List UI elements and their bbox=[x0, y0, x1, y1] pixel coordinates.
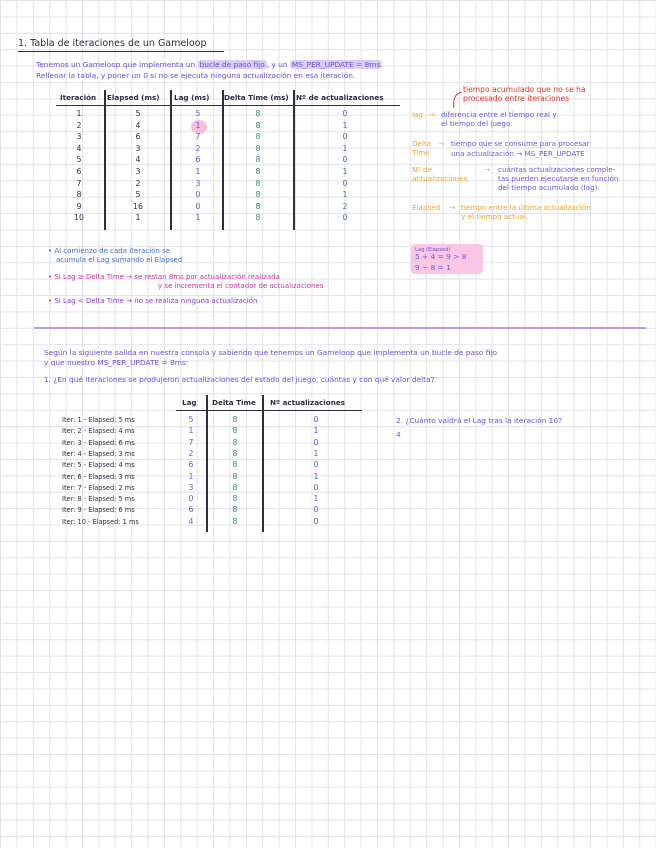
column-divider bbox=[104, 90, 106, 230]
table-cell: 8 bbox=[255, 109, 261, 118]
table-cell: 1 bbox=[195, 120, 201, 130]
table-cell: 2 bbox=[342, 201, 348, 211]
table-cell: 4 bbox=[135, 155, 141, 165]
table-cell: 0 bbox=[313, 415, 319, 424]
table-cell: 4 bbox=[135, 120, 141, 130]
table-cell: 8 bbox=[232, 494, 238, 504]
table-cell: 8 bbox=[232, 482, 238, 492]
table-cell: 5 bbox=[135, 190, 141, 200]
table-cell: 5 bbox=[188, 415, 194, 424]
table-cell: 0 bbox=[313, 437, 319, 447]
intro-line-2: Rellenar la tabla, y poner un 0 si no se ejecuta ninguna actualización en esa iteración. bbox=[36, 71, 356, 80]
console-line: Iter: 4 - Elapsed: 3 ms bbox=[62, 449, 135, 458]
table-cell: 8 bbox=[255, 201, 261, 211]
table-cell: 3 bbox=[195, 178, 201, 188]
table-cell: 8 bbox=[255, 143, 261, 153]
num-def-3: del tiempo acumulado (lag). bbox=[498, 183, 600, 192]
highlight-fixed-step: bucle de paso fijo bbox=[199, 60, 265, 69]
table-cell: 0 bbox=[313, 482, 319, 492]
table-cell: 1 bbox=[342, 167, 348, 176]
table-cell: 1 bbox=[76, 109, 82, 118]
question-1: 1. ¿En qué iteraciones se produjeron actualizaciones del estado del juego, cuántas y con qué valor delta? bbox=[44, 375, 435, 384]
table-cell: 8 bbox=[255, 132, 261, 142]
table-cell: 8 bbox=[255, 167, 261, 176]
table-cell: 8 bbox=[76, 190, 82, 200]
intro-line-1 bbox=[36, 60, 382, 69]
table-cell: 6 bbox=[188, 505, 194, 515]
table-cell: 0 bbox=[195, 190, 201, 200]
lag-def-2: el tiempo del juego. bbox=[441, 119, 513, 128]
table-cell: 5 bbox=[135, 109, 141, 118]
table-cell: 0 bbox=[313, 516, 319, 526]
table-cell: 10 bbox=[74, 213, 84, 223]
table-cell: 4 bbox=[188, 516, 194, 526]
delta-term-1: Delta bbox=[412, 139, 432, 148]
column-divider bbox=[206, 395, 208, 532]
num-def-2: tas pueden ejecutarse en función bbox=[498, 174, 619, 183]
curved-arrow-icon bbox=[450, 90, 464, 110]
table-cell: 1 bbox=[195, 213, 201, 223]
bullet-1-line-1: • Al comienzo de cada iteración se bbox=[48, 247, 171, 255]
console-line: Iter: 7 - Elapsed: 2 ms bbox=[62, 483, 135, 492]
page-title: 1. Tabla de iteraciones de un Gameloop bbox=[18, 38, 207, 49]
highlight-ms-per-update: MS_PER_UPDATE = 8ms bbox=[291, 60, 381, 69]
column-divider bbox=[293, 90, 295, 230]
table-cell: 8 bbox=[232, 426, 238, 436]
delta-def-1: tiempo que se consume para procesar bbox=[451, 139, 590, 148]
table-header: Lag bbox=[182, 398, 197, 407]
num-term-2: actualizaciones bbox=[412, 174, 468, 183]
arrow-icon: → bbox=[449, 203, 456, 212]
table-cell: 0 bbox=[195, 201, 201, 211]
table-cell: 7 bbox=[195, 132, 201, 142]
table-cell: 6 bbox=[76, 167, 82, 176]
calc-line-2: 9 − 8 = 1 bbox=[415, 263, 451, 272]
table-cell: 0 bbox=[342, 155, 348, 165]
table-cell: 1 bbox=[342, 143, 348, 153]
table-header: Elapsed (ms) bbox=[107, 93, 160, 102]
table-cell: 1 bbox=[188, 471, 194, 481]
table-cell: 8 bbox=[232, 448, 238, 458]
question-2-answer: 4 bbox=[396, 430, 401, 439]
table-cell: 1 bbox=[342, 190, 348, 200]
table-cell: 5 bbox=[195, 109, 201, 118]
table-cell: 0 bbox=[342, 178, 348, 188]
bullet-3: • Si Lag < Delta Time → no se realiza ninguna actualización bbox=[48, 297, 258, 305]
table-cell: 0 bbox=[313, 505, 319, 515]
table-cell: 0 bbox=[342, 109, 348, 118]
table-cell: 1 bbox=[313, 471, 319, 481]
delta-def-2: una actualización → MS_PER_UPDATE bbox=[451, 149, 585, 158]
header-underline bbox=[56, 105, 400, 106]
table-cell: 0 bbox=[313, 460, 319, 470]
red-note-line-2: procesado entre iteraciones bbox=[463, 94, 570, 103]
question-2: 2. ¿Cuánto valdrá el Lag tras la iteración 10? bbox=[396, 416, 563, 425]
title-underline bbox=[18, 51, 224, 52]
table-cell: 2 bbox=[195, 143, 201, 153]
table-cell: 8 bbox=[232, 415, 238, 424]
intro-text-b: , y un bbox=[266, 60, 290, 69]
lag-def-1: diferencia entre el tiempo real y bbox=[441, 110, 557, 119]
table-header: Iteración bbox=[60, 93, 97, 102]
table-cell: 8 bbox=[232, 460, 238, 470]
table-header: Nº de actualizaciones bbox=[296, 93, 384, 102]
table-cell: 4 bbox=[76, 143, 82, 153]
table-cell: 8 bbox=[255, 190, 261, 200]
table-header: Lag (ms) bbox=[174, 93, 210, 102]
bullet-2-line-2: y se incrementa el contador de actualizaciones bbox=[158, 282, 324, 290]
arrow-icon: → bbox=[429, 110, 436, 119]
console-line: Iter: 1 - Elapsed: 5 ms bbox=[62, 416, 135, 424]
bullet-2-line-1: • Si Lag ≥ Delta Time → se restan 8ms por actualización realizada bbox=[48, 273, 280, 281]
table-cell: 3 bbox=[188, 482, 194, 492]
table-cell: 8 bbox=[255, 155, 261, 165]
delta-term-2: Time bbox=[412, 148, 430, 157]
table-cell: 6 bbox=[195, 155, 201, 165]
num-def-1: cuántas actualizaciones comple- bbox=[498, 165, 616, 174]
table-cell: 1 bbox=[313, 426, 319, 436]
table-header: Nº actualizaciones bbox=[270, 398, 345, 407]
console-line: Iter: 10 - Elapsed: 1 ms bbox=[62, 517, 139, 526]
table-cell: 1 bbox=[313, 494, 319, 504]
section-divider bbox=[34, 327, 646, 329]
table-cell: 0 bbox=[342, 213, 348, 223]
calc-line-1: 5 + 4 = 9 > 8 bbox=[415, 252, 467, 261]
table-cell: 2 bbox=[135, 178, 141, 188]
table-cell: 9 bbox=[76, 201, 82, 211]
calc-header: Lag (Elapsed) bbox=[415, 247, 451, 253]
table-cell: 1 bbox=[342, 120, 348, 130]
table-cell: 7 bbox=[76, 178, 82, 188]
table-cell: 6 bbox=[135, 132, 141, 142]
intro-text-a: Tenemos un Gameloop que implementa un bbox=[36, 60, 198, 69]
bullet-1-line-2: acumula el Lag sumando el Elapsed bbox=[56, 256, 183, 264]
red-note-line-1: tiempo acumulado que no se ha bbox=[463, 85, 586, 94]
console-line: Iter: 3 - Elapsed: 6 ms bbox=[62, 438, 135, 447]
console-line: Iter: 2 - Elapsed: 4 ms bbox=[62, 427, 135, 436]
table-cell: 0 bbox=[188, 494, 194, 504]
section2-intro-2: y que nuestro MS_PER_UPDATE = 8ms: bbox=[44, 358, 189, 367]
console-line: Iter: 5 - Elapsed: 4 ms bbox=[62, 461, 135, 470]
table-cell: 2 bbox=[76, 120, 82, 130]
column-divider bbox=[170, 90, 172, 230]
table-cell: 3 bbox=[76, 132, 82, 142]
column-divider bbox=[222, 90, 224, 230]
table-cell: 16 bbox=[133, 201, 143, 211]
table-cell: 5 bbox=[76, 155, 82, 165]
header-underline bbox=[176, 410, 362, 411]
num-term-1: Nº de bbox=[412, 165, 433, 174]
arrow-icon: → bbox=[438, 139, 445, 148]
elapsed-def-1: tiempo entre la última actualización bbox=[461, 203, 591, 212]
table-cell: 7 bbox=[188, 437, 194, 447]
table-cell: 1 bbox=[195, 167, 201, 176]
console-line: Iter: 9 - Elapsed: 6 ms bbox=[62, 506, 135, 515]
column-divider bbox=[262, 395, 264, 532]
table-cell: 2 bbox=[188, 448, 194, 458]
table-cell: 3 bbox=[135, 143, 141, 153]
table-cell: 8 bbox=[232, 471, 238, 481]
console-line: Iter: 8 - Elapsed: 5 ms bbox=[62, 495, 135, 504]
table-header: Delta Time bbox=[212, 398, 256, 407]
table-cell: 1 bbox=[188, 426, 194, 436]
elapsed-term: Elapsed bbox=[412, 203, 441, 212]
table-cell: 8 bbox=[255, 178, 261, 188]
table-header: Delta Time (ms) bbox=[224, 93, 289, 102]
arrow-icon: → bbox=[484, 165, 491, 174]
table-cell: 6 bbox=[188, 460, 194, 470]
section2-intro-1: Según la siguiente salida en nuestra consola y sabiendo que tenemos un Gameloop que implementa un bucle de paso fijo bbox=[44, 348, 497, 357]
table-cell: 3 bbox=[135, 167, 141, 176]
elapsed-def-2: y el tiempo actual. bbox=[461, 212, 529, 221]
table-cell: 8 bbox=[232, 505, 238, 515]
console-line: Iter: 6 - Elapsed: 3 ms bbox=[62, 472, 135, 481]
table-cell: 1 bbox=[313, 448, 319, 458]
table-cell: 8 bbox=[232, 516, 238, 526]
table-cell: 8 bbox=[255, 213, 261, 223]
table-cell: 8 bbox=[232, 437, 238, 447]
table-cell: 8 bbox=[255, 120, 261, 130]
lag-term: lag bbox=[412, 110, 423, 119]
table-cell: 1 bbox=[135, 213, 141, 223]
table-cell: 0 bbox=[342, 132, 348, 142]
